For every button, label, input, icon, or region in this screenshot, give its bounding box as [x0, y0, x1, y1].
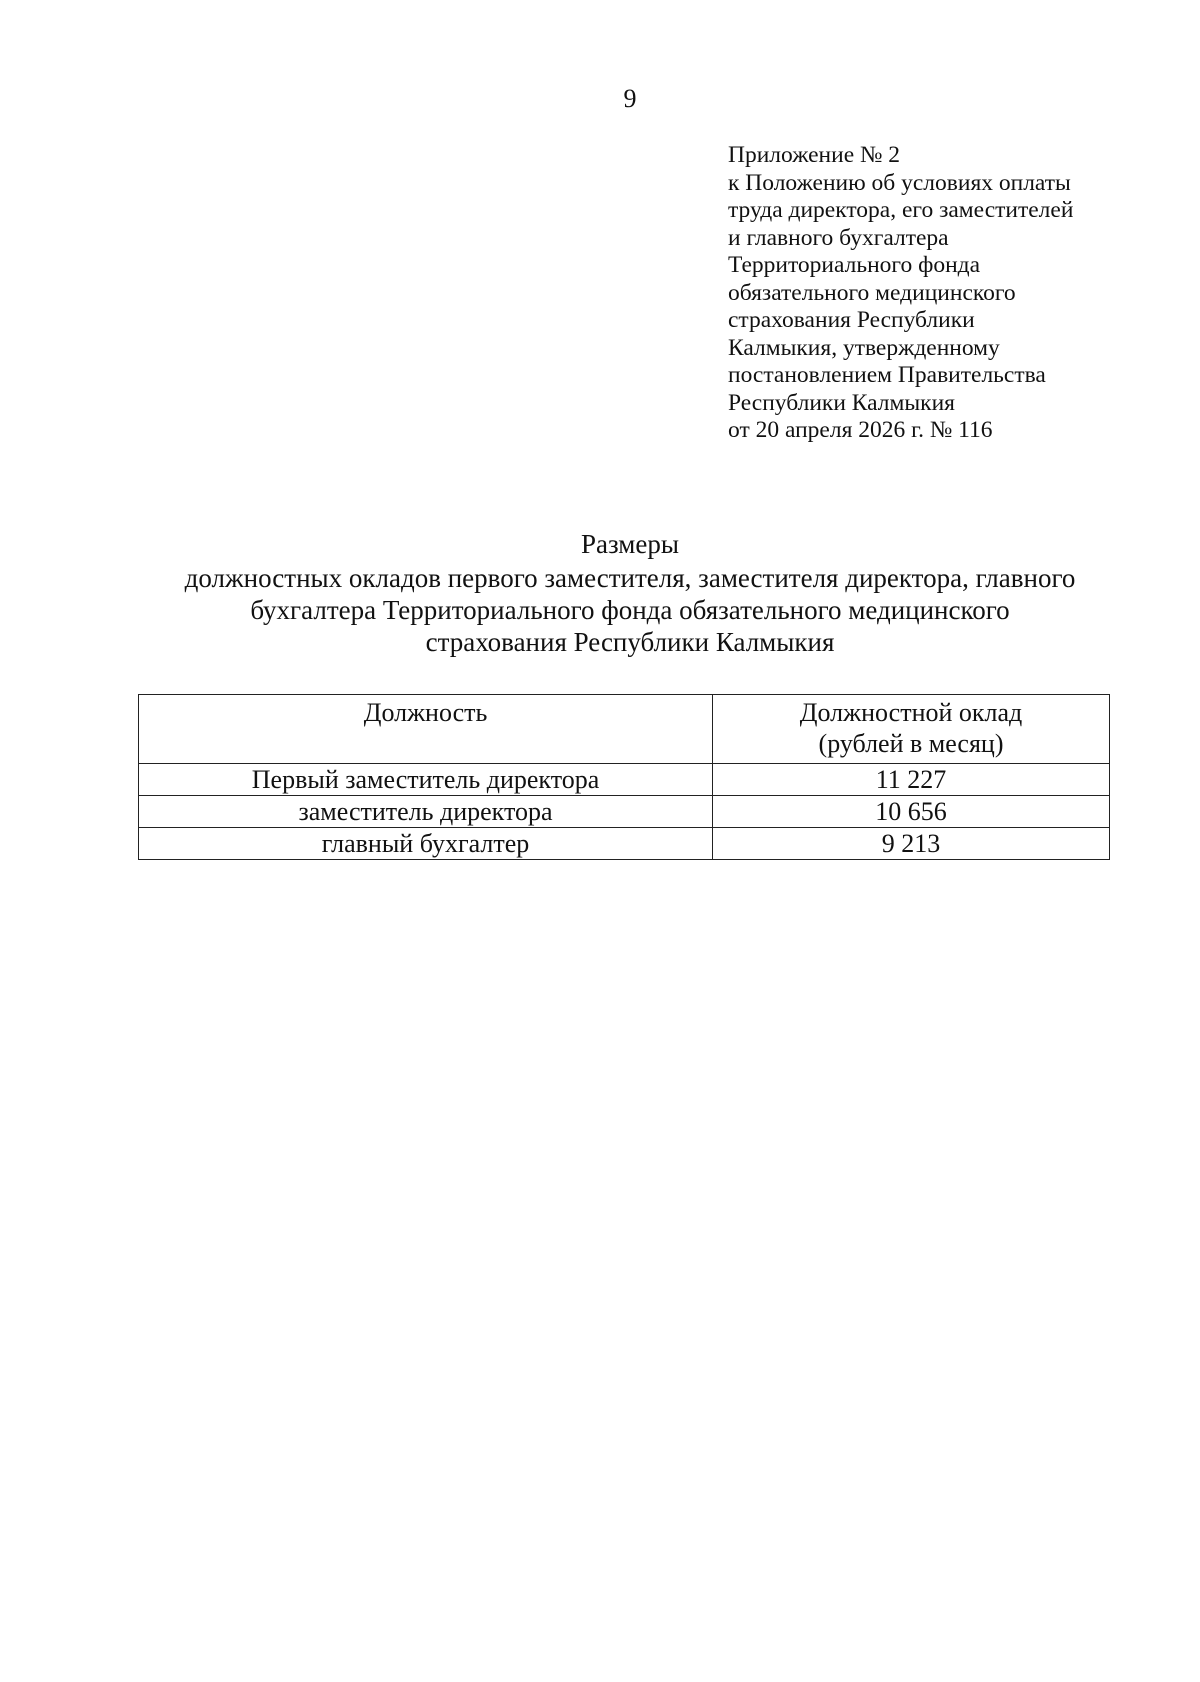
table-row: [139, 796, 1110, 828]
header-salary-unit: (рублей в месяц): [818, 729, 1004, 758]
appendix-line: и главного бухгалтера: [728, 224, 949, 251]
document-title: [120, 528, 1140, 658]
appendix-line: Республики Калмыкия: [728, 389, 955, 416]
appendix-line: страхования Республики: [728, 307, 975, 333]
appendix-line: труда директора, его заместителей: [728, 197, 1074, 223]
appendix-line: к Положению об условиях оплаты: [728, 169, 1071, 196]
page-number: 9: [623, 84, 637, 113]
title-line: должностных окладов первого заместителя, заместителя директора, главного: [184, 563, 1076, 593]
cell-position: заместитель директора: [139, 796, 713, 828]
header-position-label: Должность: [363, 698, 488, 727]
title-line: страхования Республики Калмыкия: [425, 627, 835, 657]
appendix-line: от 20 апреля 2026 г. № 116: [728, 417, 993, 443]
salary-table: [138, 694, 1110, 860]
appendix-line: Калмыкия, утвержденному: [728, 334, 1000, 361]
appendix-line: обязательного медицинского: [728, 279, 1016, 306]
table-row: [139, 828, 1110, 860]
cell-position: главный бухгалтер: [139, 828, 713, 860]
cell-salary: 9 213: [713, 828, 1110, 860]
cell-salary: 11 227: [713, 764, 1110, 796]
header-position: [139, 695, 713, 764]
title-heading: Размеры: [581, 529, 679, 559]
header-salary-label: Должностной оклад: [799, 698, 1023, 727]
cell-position: Первый заместитель директора: [139, 764, 713, 796]
appendix-line: Территориального фонда: [728, 252, 981, 278]
table-row: [139, 764, 1110, 796]
table-header-row: [139, 695, 1110, 764]
title-line: бухгалтера Территориального фонда обязательного медицинского: [250, 595, 1010, 625]
cell-salary: 10 656: [713, 796, 1110, 828]
header-salary: [713, 695, 1110, 764]
appendix-line: постановлением Правительства: [728, 362, 1046, 388]
appendix-block: [728, 142, 1148, 445]
appendix-line: Приложение № 2: [728, 142, 901, 168]
